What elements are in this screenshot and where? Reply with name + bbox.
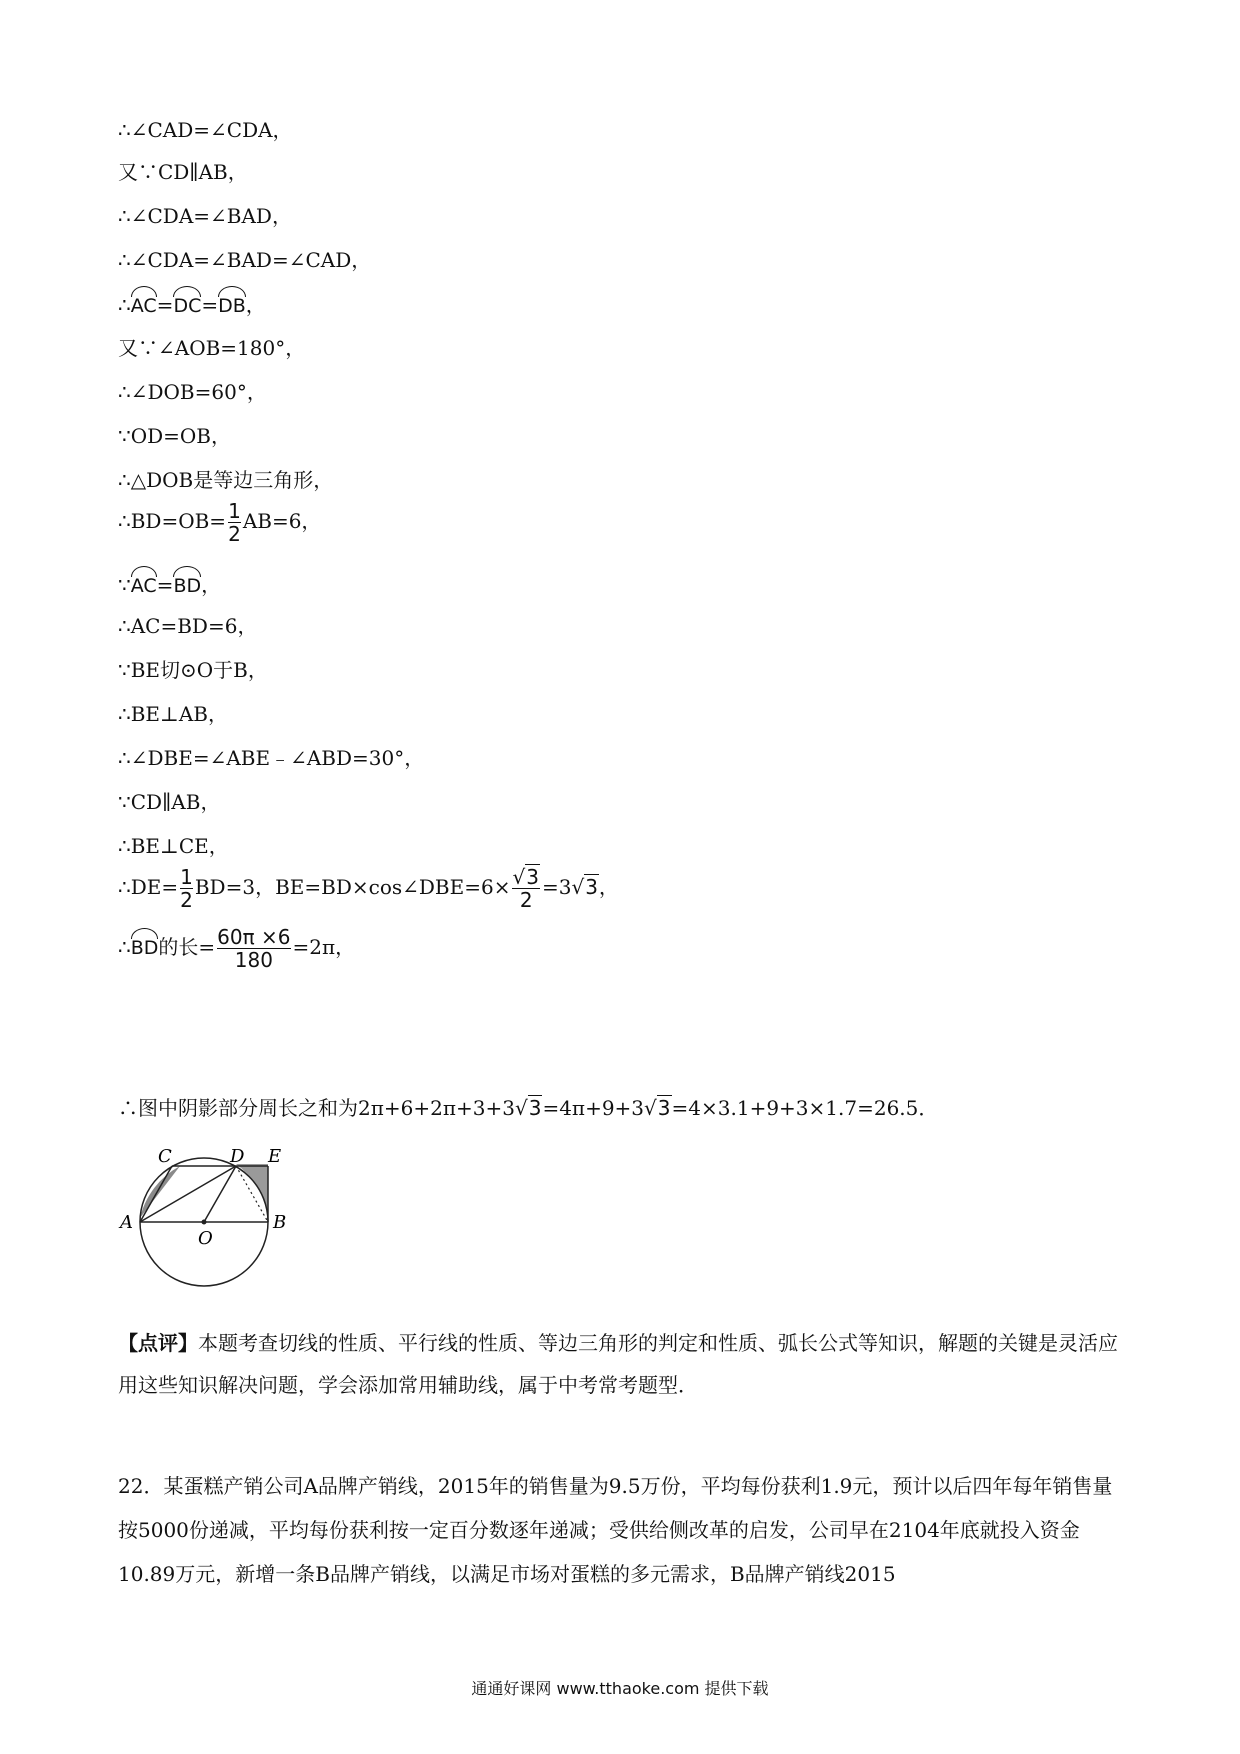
proof-line-17: ∴BE⊥CE， (118, 834, 229, 858)
shaded-region-be (236, 1164, 268, 1218)
comment-paragraph (118, 1322, 1128, 1406)
fraction-one-half: $\frac{1}{2}$ (228, 499, 241, 546)
proof-line-11: ∵AC=BD， (118, 566, 221, 600)
label-b: B (273, 1212, 287, 1233)
proof-line-20: ∴图中阴影部分周长之和为2π+6+2π+3+3√3=4π+9+3√3=4×3.1+9+3×1.7=26.5． (118, 1096, 939, 1120)
comment-text: 本题考查切线的性质、平行线的性质、等边三角形的判定和性质、弧长公式等知识，解题的关键是灵活应用这些知识解决问题，学会添加常用辅助线，属于中考常考题型． (118, 1331, 1118, 1397)
label-a: A (120, 1212, 133, 1233)
center-point (202, 1220, 207, 1225)
proof-line-18: ∴DE= $\frac{1}{2}$ BD=3，BE=BD×cos∠DBE=6× $\frac{√3}{2}$ =3√3， (118, 865, 619, 912)
proof-line-16: ∵CD∥AB， (118, 790, 221, 814)
arc-ac: AC (131, 566, 157, 600)
fraction-arc-length: $\frac{60\pi \times 6}{180}$ (217, 925, 291, 972)
label-o: O (198, 1228, 213, 1249)
chord-ac (140, 1166, 172, 1222)
sqrt-3: √3 (644, 1096, 671, 1120)
proof-line-10: ∴BD=OB= $\frac{1}{2}$ AB=6， (118, 499, 322, 546)
proof-line-1: ∴∠CAD=∠CDA， (118, 118, 293, 142)
radius-od (204, 1166, 236, 1222)
page-footer: 通通好课网 www.tthaoke.com 提供下载 (471, 1679, 769, 1698)
geometry-figure (118, 1146, 318, 1300)
proof-line-19: ∴BD的长= $\frac{60\pi \times 6}{180}$ =2π， (118, 925, 356, 972)
proof-line-9: ∴△DOB是等边三角形， (118, 468, 334, 492)
fraction-one-half: $\frac{1}{2}$ (180, 865, 193, 912)
arc-dc: DC (173, 286, 201, 320)
proof-line-7: ∴∠DOB=60°， (118, 380, 267, 404)
proof-line-6: 又∵∠AOB=180°， (118, 336, 306, 360)
proof-line-4: ∴∠CDA=∠BAD=∠CAD， (118, 248, 372, 272)
label-d: D (230, 1146, 245, 1167)
proof-line-14: ∴BE⊥AB， (118, 702, 228, 726)
proof-line-8: ∵OD=OB， (118, 424, 232, 448)
fraction-sqrt3-over-2: $\frac{√3}{2}$ (512, 865, 539, 912)
arc-db: DB (218, 286, 246, 320)
proof-line-5: ∴AC=DC=DB， (118, 286, 266, 320)
proof-line-2: 又∵CD∥AB， (118, 160, 248, 184)
proof-line-3: ∴∠CDA=∠BAD， (118, 204, 292, 228)
arc-bd: BD (131, 928, 159, 962)
arc-ac: AC (131, 286, 157, 320)
sqrt-3: √3 (514, 1096, 542, 1120)
proof-line-12: ∴AC=BD=6， (118, 614, 258, 638)
proof-line-13: ∵BE切⊙O于B， (118, 658, 268, 682)
problem-22-text: 22．某蛋糕产销公司A品牌产销线，2015年的销售量为9.5万份，平均每份获利1.9元，预计以后四年每年销售量按5000份递减，平均每份获利按一定百分数逐年递减；受供给侧改革的启发，公司早在2104年底就投入资金10.89万元，新增一条B品牌产销线，以满足市场对蛋糕的多元需求，B品牌产销线2015 (118, 1474, 1113, 1586)
sqrt-3: √3 (571, 875, 598, 899)
arc-bd: BD (173, 566, 201, 600)
label-c: C (158, 1146, 172, 1167)
proof-line-15: ∴∠DBE=∠ABE﹣∠ABD=30°， (118, 746, 425, 770)
label-e: E (268, 1146, 282, 1167)
circle-diagram (118, 1146, 318, 1296)
comment-tag: 【点评】 (118, 1331, 198, 1355)
